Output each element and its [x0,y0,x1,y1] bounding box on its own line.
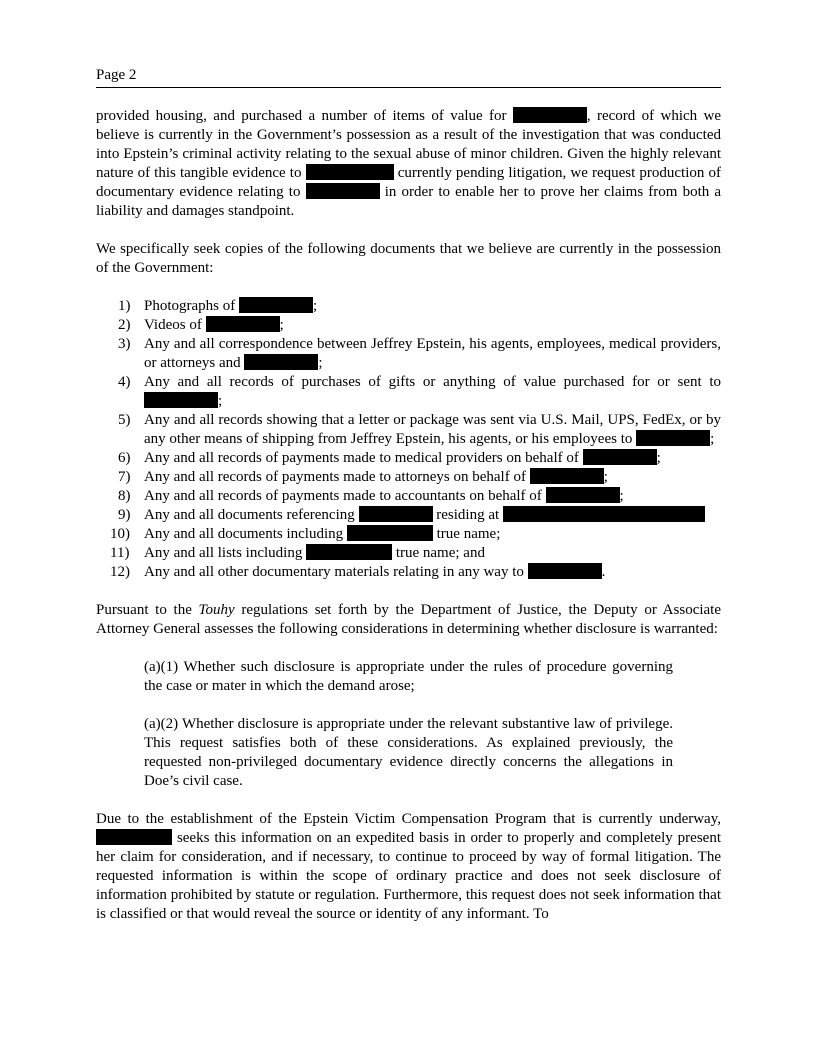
list-item: 5) Any and all records showing that a letter or package was sent via U.S. Mail, UPS, FedEx, or by any other means of shipping from Jeffrey Epstein, his agents, or his employees to ; [118,412,721,447]
redaction-block [528,563,602,579]
redaction-block [347,525,433,541]
quoted-consideration-2: (a)(2) Whether disclosure is appropriate under the relevant substantive law of privilege. This request satisfies both of these considerations. As explained previously, the requested non-privileged documentary evidence directly concerns the allegations in Doe’s civil case. [144,716,673,789]
redaction-block [530,468,604,484]
list-item: 3) Any and all correspondence between Jeffrey Epstein, his agents, employees, medical providers, or attorneys and ; [118,336,721,371]
redaction-block [306,183,380,199]
redaction-block [306,164,394,180]
list-item: 1) Photographs of ; [118,298,318,314]
list-item: 12) Any and all other documentary materials relating in any way to . [110,564,606,580]
quoted-consideration-1: (a)(1) Whether such disclosure is appropriate under the rules of procedure governing the case or mater in which the demand arose; [144,659,673,694]
redaction-block [359,506,433,522]
paragraph-compensation-program: Due to the establishment of the Epstein Victim Compensation Program that is currently underway, seeks this information on an expedited basis in order to properly and completely present her claim for consideration, and if necessary, to continue to proceed by way of formal litigation. The requested information is within the scope of ordinary practice and does not seek disclosure of information prohibited by statute or regulation. Furthermore, this request does not seek information that is classified or that would reveal the source or identity of any informant. To [96,811,721,922]
redaction-block [306,544,392,560]
redaction-block [96,829,172,845]
list-item: 2) Videos of ; [118,317,284,333]
list-item: 8) Any and all records of payments made to accountants on behalf of ; [118,488,624,504]
redaction-block [546,487,620,503]
redaction-block [244,354,318,370]
paragraph-request-intro: We specifically seek copies of the following documents that we believe are currently in the possession of the Government: [96,241,721,276]
redaction-block [239,297,313,313]
document-request-list [96,297,721,582]
page-number: Page 2 [96,67,137,83]
list-item: 6) Any and all records of payments made to medical providers on behalf of ; [118,450,661,466]
redaction-block [583,449,657,465]
redaction-block [144,392,218,408]
redaction-block [636,430,710,446]
redaction-block [503,506,705,522]
page-header [96,66,721,88]
redaction-block [513,107,587,123]
paragraph-touhy: Pursuant to the Touhy regulations set forth by the Department of Justice, the Deputy or Associate Attorney General assesses the following considerations in determining whether disclosure is warranted: [96,602,721,637]
list-item: 7) Any and all records of payments made to attorneys on behalf of ; [118,469,608,485]
list-item: 11) Any and all lists including true name; and [110,545,485,561]
list-item: 10) Any and all documents including true name; [110,526,501,542]
paragraph-evidence: provided housing, and purchased a number of items of value for , record of which we believe is currently in the Government’s possession as a result of the investigation that was conducted into Epstein’s criminal activity relating to the sexual abuse of minor children. Given the highly relevant nature of this tangible evidence to currently pending litigation, we request production of documentary evidence relating to in order to enable her to prove her claims from both a liability and damages standpoint. [96,108,722,219]
redaction-block [206,316,280,332]
list-item: 4) Any and all records of purchases of gifts or anything of value purchased for or sent to ; [118,374,721,409]
list-item: 9) Any and all documents referencing residing at [96,506,721,525]
letter-body [96,107,721,943]
